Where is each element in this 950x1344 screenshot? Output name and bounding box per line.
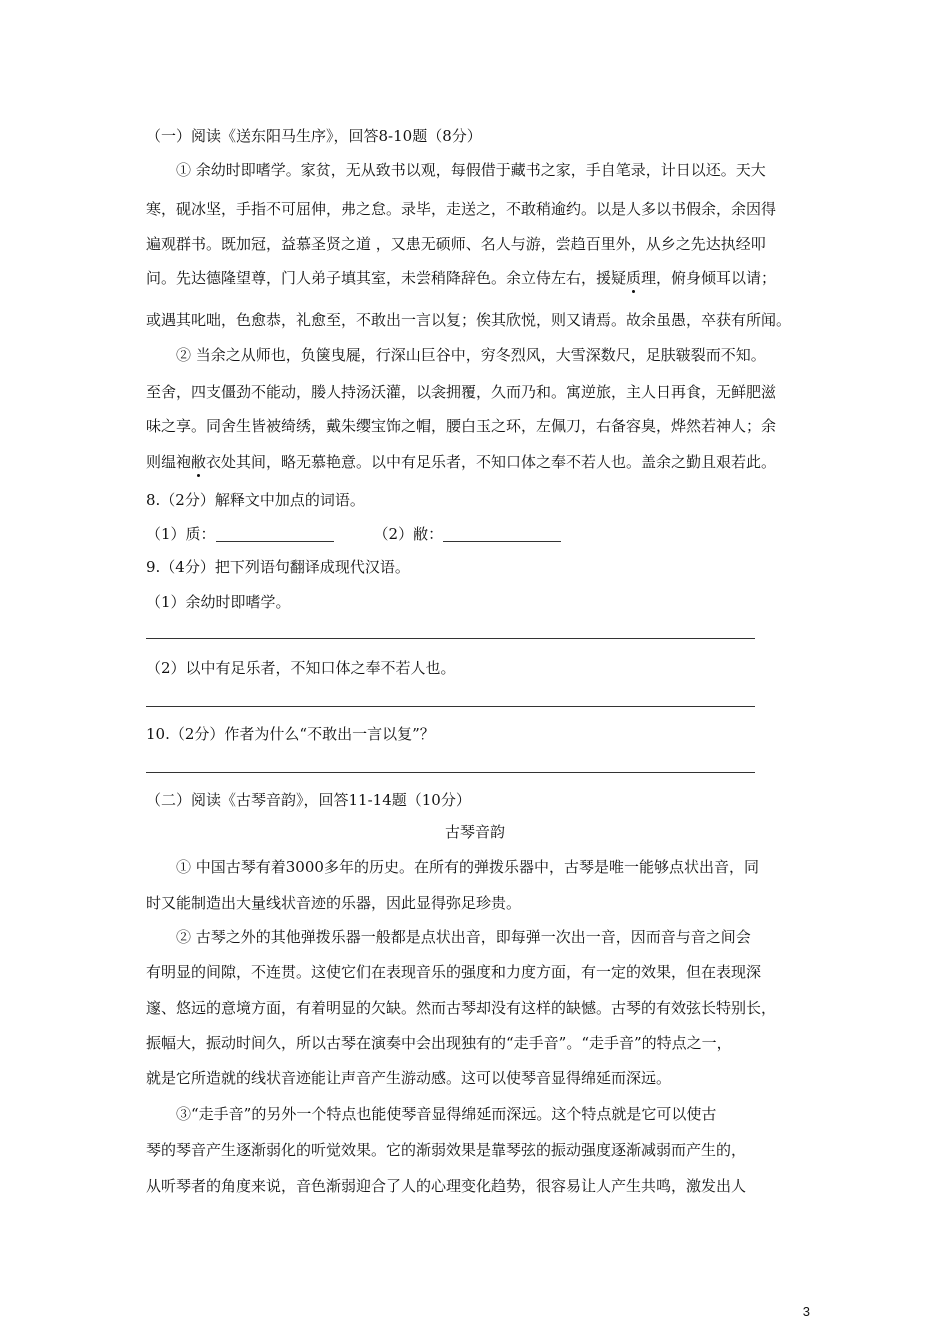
page-number: 3: [802, 1304, 810, 1319]
q8-item-1-blank[interactable]: [216, 527, 334, 542]
p1-line-4: [146, 268, 776, 288]
question-8-answers: [146, 524, 561, 544]
p1-line-5: 或遇其叱咄，色愈恭，礼愈至，不敢出一言以复；俟其欣悦，则又请焉。故余虽愚，卒获有所闻。: [146, 311, 792, 329]
q9-item-2: （2）以中有足乐者，不知口体之奉不若人也。: [146, 659, 456, 677]
section2-heading: （二）阅读《古琴音韵》，回答11-14题（10分）: [146, 791, 471, 809]
p2-line-2: 至舍，四支僵劲不能动，媵人持汤沃灌，以衾拥覆，久而乃和。寓逆旅，主人日再食，无鲜肥滋: [146, 383, 777, 401]
p2-line-3: 味之享。同舍生皆被绮绣，戴朱缨宝饰之帽，腰白玉之环，左佩刀，右备容臭，烨然若神人；余: [146, 417, 777, 435]
section1-heading: （一）阅读《送东阳马生序》，回答8-10题（8分）: [146, 127, 482, 145]
p1-line-4-after: 理，俯身倾耳以请；: [641, 269, 777, 287]
p1-line-4-before: 问。先达德隆望尊，门人弟子填其室，未尝稍降辞色。余立侍左右，援疑: [146, 269, 627, 287]
p2-line-1: ② 当余之从师也，负箧曳屣，行深山巨谷中，穷冬烈风，大雪深数尺，足肤皲裂而不知。: [176, 346, 766, 364]
q9-item-1-answer-line[interactable]: [146, 638, 755, 639]
p1-line-2: 寒，砚冰坚，手指不可屈伸，弗之怠。录毕，走送之，不敢稍逾约。以是人多以书假余，余因得: [146, 200, 777, 218]
s2-line-3: ② 古琴之外的其他弹拨乐器一般都是点状出音，即每弹一次出一音，因而音与音之间会: [176, 928, 751, 946]
p1-line-1: ① 余幼时即嗜学。家贫，无从致书以观，每假借于藏书之家，手自笔录，计日以还。天大: [176, 161, 766, 179]
s2-line-2: 时又能制造出大量线状音迹的乐器，因此显得弥足珍贵。: [146, 894, 522, 912]
q10-answer-line[interactable]: [146, 772, 755, 773]
s2-line-10: 从听琴者的角度来说，音色渐弱迎合了人的心理变化趋势，很容易让人产生共鸣，激发出人: [146, 1177, 747, 1195]
q8-item-1-label: （1）质：: [146, 525, 216, 543]
p2-line-4-after: 衣处其间，略无慕艳意。以中有足乐者，不知口体之奉不若人也。盖余之勤且艰若此。: [206, 453, 777, 471]
question-9: 9.（4分）把下列语句翻译成现代汉语。: [146, 558, 410, 576]
question-8: 8.（2分）解释文中加点的词语。: [146, 491, 365, 509]
s2-line-7: 就是它所造就的线状音迹能让声音产生游动感。这可以使琴音显得绵延而深远。: [146, 1069, 672, 1087]
p2-line-4-before: 则缊袍: [146, 453, 192, 471]
s2-line-5: 邃、悠远的意境方面，有着明显的欠缺。然而古琴却没有这样的缺憾。古琴的有效弦长特别长，: [146, 999, 777, 1017]
s2-line-9: 琴的琴音产生逐渐弱化的听觉效果。它的渐弱效果是靠琴弦的振动强度逐渐减弱而产生的，: [146, 1141, 747, 1159]
s2-line-1: ① 中国古琴有着3000多年的历史。在所有的弹拨乐器中，古琴是唯一能够点状出音，同: [176, 858, 759, 876]
question-10: 10.（2分）作者为什么“不敢出一言以复”？: [146, 725, 435, 743]
s2-line-6: 振幅大，振动时间久，所以古琴在演奏中会出现独有的“走手音”。“走手音”的特点之一，: [146, 1034, 732, 1052]
s2-line-8: ③“走手音”的另外一个特点也能使琴音显得绵延而深远。这个特点就是它可以使古: [176, 1105, 717, 1123]
s2-line-4: 有明显的间隙，不连贯。这使它们在表现音乐的强度和力度方面，有一定的效果，但在表现深: [146, 963, 762, 981]
dotted-word-zhi: 质: [626, 269, 642, 287]
q8-item-2-blank[interactable]: [443, 527, 561, 542]
dotted-word-bi: 敝: [191, 453, 207, 471]
q9-item-1: （1）余幼时即嗜学。: [146, 593, 291, 611]
q8-item-2-label: （2）敝：: [373, 525, 444, 543]
p2-line-4: [146, 452, 776, 472]
p1-line-3: 遍观群书。既加冠，益慕圣贤之道 ，又患无硕师、名人与游，尝趋百里外，从乡之先达执经叩: [146, 235, 766, 253]
article-title: 古琴音韵: [444, 823, 505, 841]
q9-item-2-answer-line[interactable]: [146, 706, 755, 707]
